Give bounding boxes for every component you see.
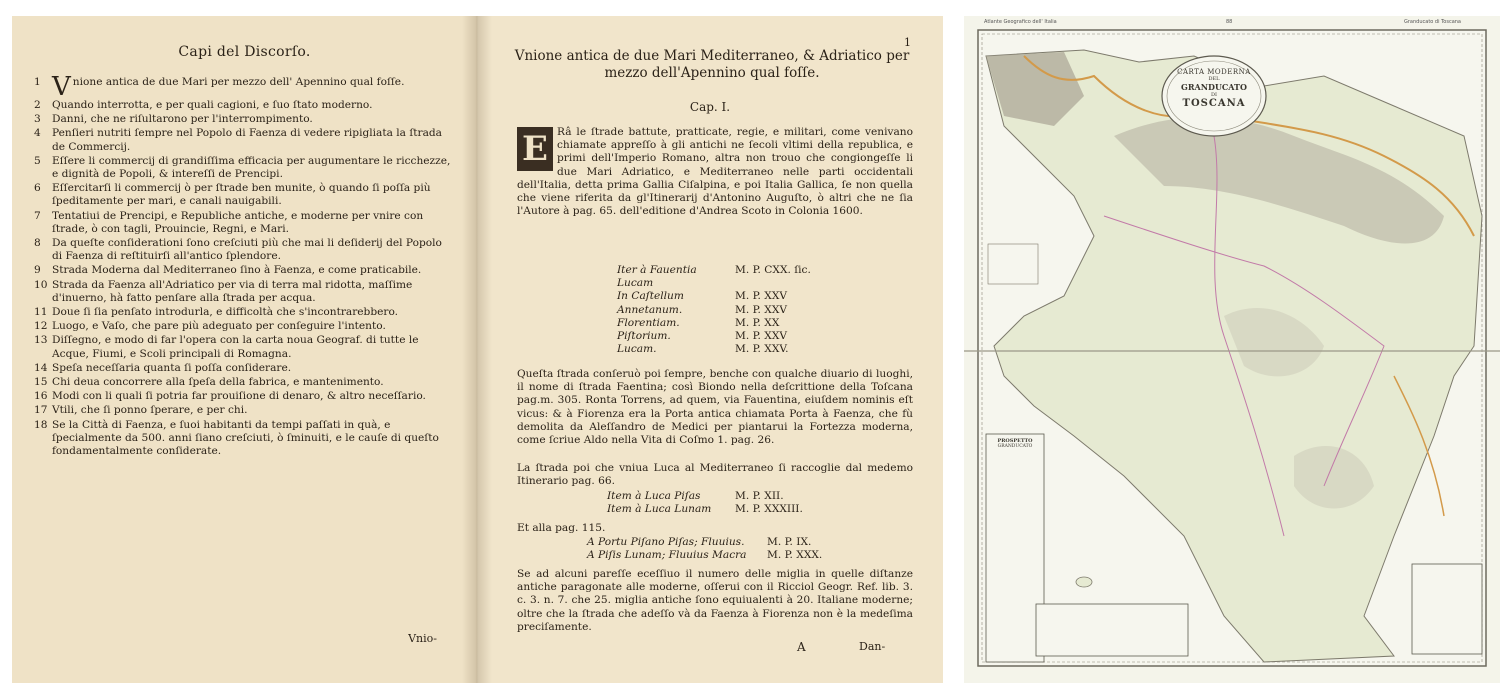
list-item: 4 Penſieri nutriti ſempre nel Popolo di Faenza di vedere ripigliata la ſtrada de Commercij. — [34, 127, 442, 153]
right-book-page — [477, 16, 943, 683]
table-row: In Caſtellum M. P. XXV — [617, 290, 788, 303]
map-drawing — [964, 16, 1500, 683]
paragraph-2: Queſta ſtrada conſeruò poi ſempre, benche con qualche diuario di luoghi, il nome di ſtrada Faentina; così Biondo nella deſcrittione della Toſcana pag.m. 305. Ronta Torrens, ad quem, via Fauentina, eiuſdem nominis eſt vicus: & à Fiorenza era la Porta antica chiamata Porta à Faenza, che fù demolita da Aleſſandro de Medici per piantarui la Fortezza moderna, come ſcriue Aldo nella Vita di Coſmo 1. pag. 26. — [517, 368, 913, 447]
table-row: Piſtorium. M. P. XXV — [617, 330, 788, 343]
tuscany-map — [964, 16, 1500, 683]
catchword: Vnio- — [408, 632, 437, 645]
prospetto-title: PROSPETTO GRANDUCATO — [997, 438, 1033, 449]
list-item: 6 Eſſercitarſi li commercij ò per ſtrade ben munite, ò quando ſi poſſa più ſpeditamente per mari, e canali nauigabili. — [34, 182, 431, 208]
page-heading: Capi del Discorſo. — [178, 44, 311, 60]
map-title: CARTA MODERNA DEL GRANDUCATO DI TOSCANA — [1177, 68, 1251, 109]
initial-letter: V — [52, 72, 71, 102]
list-item: 1 Vnione antica de due Mari per mezzo dell' Apennino qual foſſe. — [34, 72, 405, 102]
list-item: 5 Eſſere li commercij di grandiſſima efficacia per augumentare le ricchezze, e dignità de Popoli, & intereſſi de Prencipi. — [34, 154, 451, 181]
list-item: 2 Quando interrotta, e per quali cagioni, e ſuo ſtato moderno. — [34, 99, 373, 111]
list-item: 13 Diſſegno, e modo di far l'opera con la carta noua Geograf. di tutte le Acque, Fiumi, e Scoli principali di Romagna. — [34, 334, 419, 360]
paragraph-5: Se ad alcuni pareſſe eceſſiuo il numero delle miglia in quelle diſtanze antiche paragonate alle moderne, oſſerui con il Ricciol Geogr. Ref. lib. 3. c. 3. n. 7. che 25. miglia antiche ſono equiualenti à 20. Italiane moderne; oltre che la ſtrada che adeſſo và da Faenza à Fiorenza non è la medeſima preciſamente. — [517, 568, 913, 633]
table-row: A Portu Piſano Piſas; Fluuius. M. P. IX. — [587, 536, 812, 548]
paragraph-1: E Râ le ſtrade battute, pratticate, regie, e militari, come venivano chiamate appreſſo à gli antichi ne ſecoli vltimi della republica, e primi dell'Imperio Romano, altra non trouo che congiongeſſe li due Mari Adriatico, e Mediterraneo nelle parti occidentali dell'Italia, detta prima Gallia Ciſalpina, e poi Italia Gallica, ſe non quella che viene riferita da gl'Itinerarij d'Antonino Auguſto, ò altri che ne ſia l'Autore à pag. 65. dell'editione d'Andrea Scoto in Colonia 1600. — [517, 126, 913, 218]
list-item: 9 Strada Moderna dal Mediterraneo ſino à Faenza, e come praticabile. — [34, 264, 422, 277]
map-header-center: 88 — [1226, 19, 1233, 25]
table-row: Florentiam. M. P. XX — [617, 316, 780, 329]
list-item: 14 Speſa neceſſaria quanta ſi poſſa conſiderare. — [34, 361, 292, 374]
table-row: Annetanum. M. P. XXV — [617, 303, 788, 316]
table-row: A Piſis Lunam; Fluuius Macra M. P. XXX. — [587, 549, 823, 562]
chapter-list — [34, 72, 454, 459]
chapter-label: Cap. I. — [689, 100, 731, 114]
decorated-initial: E — [517, 127, 553, 171]
division-table-box — [1036, 604, 1188, 656]
left-book-page — [12, 16, 477, 683]
list-item: 16 Modi con li quali ſi potria far prouiſione di denaro, & altro neceſſario. — [34, 390, 426, 403]
prospetto-box — [986, 434, 1044, 662]
signature-mark: A — [797, 640, 806, 654]
table-row: Iter à Fauentia Lucam M. P. CXX. ſic. — [617, 264, 811, 290]
table-row: Lucam. M. P. XXV. — [617, 343, 789, 356]
list-item: 8 Da queſte conſiderationi ſono creſciuti più che mai li deſiderij del Popolo di Faenza di reſtituirſi all'antico ſplendore. — [34, 237, 442, 263]
paragraph-4: Et alla pag. 115. — [517, 522, 606, 534]
itinerary-table-3 — [587, 536, 822, 562]
list-item: 3 Danni, che ne riſultarono per l'interrompimento. — [34, 113, 313, 126]
map-header-left: Atlante Geografico dell' Italia — [984, 19, 1057, 25]
book-gutter — [462, 16, 492, 683]
list-item: 11 Doue ſi ſia penſato introdurla, e difficoltà che s'incontrarebbero. — [34, 306, 399, 319]
page-number: 1 — [904, 36, 911, 49]
catchword: Dan- — [859, 640, 886, 653]
list-item: 12 Luogo, e Vaſo, che pare più adeguato per conſeguire l'intento. — [34, 320, 386, 333]
list-item: 7 Tentatiui de Prencipi, e Republiche antiche, e moderne per vnire con ſtrade, ò con tagli, Prouincie, Regni, e Mari. — [34, 209, 424, 235]
table-row: Item à Luca Lunam M. P. XXXIII. — [607, 503, 803, 516]
compartimenti-box — [988, 244, 1038, 284]
island-giglio — [1076, 577, 1092, 587]
list-item: 17 Vtili, che ſi ponno ſperare, e per chi. — [34, 404, 248, 417]
list-item: 18 Se la Città di Faenza, e ſuoi habitanti da tempi paſſati in quà, e ſpecialmente da 500. anni ſiano creſciuti, ò ſminuiti, e le cauſe di queſto fondamentalmente conſiderate. — [34, 418, 439, 458]
table-row: Item à Luca Piſas M. P. XII. — [607, 490, 784, 502]
chapter-title: Vnione antica de due Mari Mediterraneo, & Adriatico per mezzo dell'Apennino qual foſſe. — [514, 48, 910, 81]
paragraph-3: La ſtrada poi che vniua Luca al Mediterraneo ſi raccoglie dal medemo Itinerario pag. 66. — [517, 462, 913, 488]
list-item: 15 Chi deua concorrere alla ſpeſa della fabrica, e mantenimento. — [34, 376, 384, 389]
itinerary-table-2 — [607, 490, 803, 516]
legend-box — [1412, 564, 1482, 654]
itinerary-table-1 — [617, 264, 811, 356]
list-item: 10 Strada da Faenza all'Adriatico per via di terra mal ridotta, maſſime d'inuerno, hà fatto penſare alla ſtrada per acqua. — [34, 278, 413, 304]
map-header-right: Granducato di Toscana — [1404, 19, 1461, 25]
